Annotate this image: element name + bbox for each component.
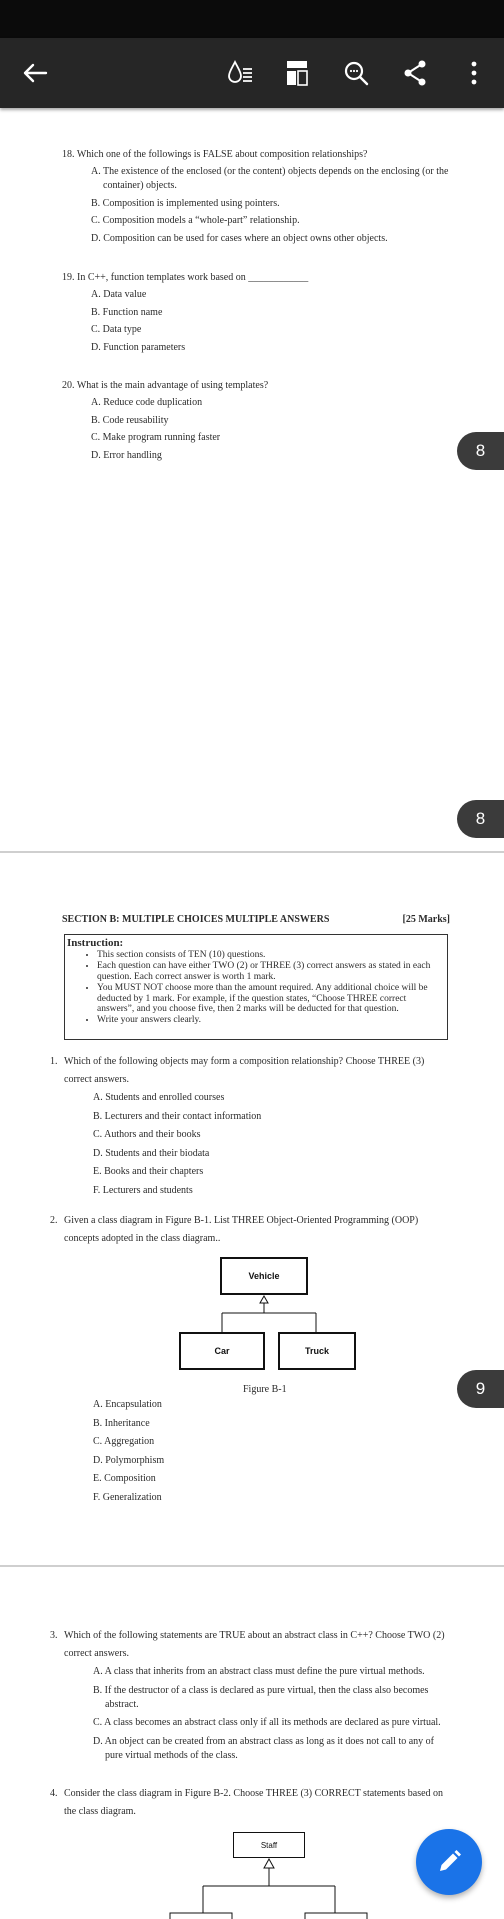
option: B. If the destructor of a class is declared as pure virtual, then the class also becomes abstract. [93, 1684, 429, 1710]
question-b2 [50, 1212, 452, 1247]
section-title: SECTION B: MULTIPLE CHOICES MULTIPLE ANSWERS [62, 914, 330, 925]
class-box-truck: Truck [278, 1332, 356, 1370]
option: A. Data value [91, 289, 147, 300]
option: B. Function name [91, 306, 163, 318]
option: B. Composition is implemented using pointers. [91, 197, 280, 209]
question-b3 [50, 1627, 452, 1767]
instruction-box [64, 934, 448, 1040]
question-stem: 20. What is the main advantage of using templates? [62, 380, 269, 391]
option: A. Students and enrolled courses [93, 1092, 225, 1103]
option: C. Aggregation [93, 1436, 155, 1448]
search-icon[interactable] [335, 52, 377, 94]
option: E. Composition [93, 1473, 156, 1485]
question-stem: 2. Given a class diagram in Figure B-1. List THREE Object-Oriented Programming (OOP) concepts adopted in the class diagram.. [50, 1215, 419, 1244]
option: C. A class becomes an abstract class only if all its methods are declared as pure virtual. [93, 1717, 441, 1729]
option: C. Authors and their books [93, 1129, 201, 1141]
inheritance-arrow [260, 1296, 268, 1303]
option: B. Inheritance [93, 1417, 150, 1429]
question-stem: 18. Which one of the followings is FALSE about composition relationships? [62, 149, 368, 160]
class-diagram-connectors [165, 1858, 375, 1919]
class-box [305, 1913, 367, 1919]
inheritance-arrow [264, 1859, 274, 1868]
top-toolbar [0, 38, 504, 108]
more-vertical-icon[interactable] [453, 52, 495, 94]
page-divider [0, 851, 504, 853]
page-divider [0, 1565, 504, 1567]
page-number-badge: 9 [457, 1370, 504, 1408]
option: D. Composition can be used for cases where an object owns other objects. [91, 233, 388, 245]
section-marks: [25 Marks] [402, 914, 450, 925]
option: C. Make program running faster [91, 432, 221, 444]
option: A. The existence of the enclosed (or the content) objects depends on the enclosing (or the container) objects. [91, 166, 449, 191]
option: D. Polymorphism [93, 1454, 165, 1466]
question-19 [62, 271, 454, 359]
figure-caption: Figure B-1 [243, 1384, 287, 1395]
instruction-item: • You MUST NOT choose more than the amount required. Any additional choice will be deducted by 1 mark. For example, if the question states, “Choose THREE correct answers”, and you choose five, then 2 marks will be deducted for that question. [97, 983, 447, 1014]
instruction-item: • Write your answers clearly. [97, 1015, 447, 1025]
question-20 [62, 379, 454, 467]
share-icon[interactable] [394, 52, 436, 94]
instruction-item: • Each question can have either TWO (2) or THREE (3) correct answers as stated in each question. Each correct answer is worth 1 mark. [97, 961, 447, 982]
class-box-car: Car [179, 1332, 265, 1370]
question-stem: 3. Which of the following statements are TRUE about an abstract class in C++? Choose TWO (2) correct answers. [50, 1630, 445, 1659]
question-stem: 4. Consider the class diagram in Figure B-2. Choose THREE (3) CORRECT statements based on the class diagram. [50, 1788, 444, 1817]
option: A. Encapsulation [93, 1399, 162, 1410]
instruction-item: • This section consists of TEN (10) questions. [97, 950, 447, 960]
edit-pencil-icon[interactable] [416, 1829, 482, 1895]
page-layout-icon[interactable] [276, 52, 318, 94]
option: A. Reduce code duplication [91, 397, 203, 408]
question-b2-options [64, 1398, 452, 1510]
page-number-badge: 8 [457, 800, 504, 838]
option: C. Composition models a “whole-part” relationship. [91, 215, 300, 227]
option: F. Generalization [93, 1491, 162, 1503]
option: D. Function parameters [91, 342, 186, 354]
option: D. Error handling [91, 450, 162, 462]
read-mode-icon[interactable] [219, 52, 261, 94]
back-arrow-icon[interactable] [14, 52, 56, 94]
question-stem: 1. Which of the following objects may form a composition relationship? Choose THREE (3) correct answers. [50, 1056, 425, 1085]
section-heading [62, 914, 450, 925]
question-stem: 19. In C++, function templates work based on ____________ [62, 272, 309, 283]
page-number-badge: 8 [457, 432, 504, 470]
option: F. Lecturers and students [93, 1184, 193, 1196]
class-box [170, 1913, 232, 1919]
instruction-title: Instruction: [67, 937, 124, 949]
question-18 [62, 148, 454, 250]
option: C. Data type [91, 324, 142, 336]
class-box-staff: Staff [233, 1832, 305, 1858]
option: A. A class that inherits from an abstract class must define the pure virtual methods. [93, 1666, 425, 1677]
status-bar [0, 0, 504, 38]
option: D. Students and their biodata [93, 1147, 210, 1159]
question-b4 [50, 1785, 452, 1820]
option: B. Code reusability [91, 414, 169, 426]
question-b1 [50, 1053, 452, 1203]
option: B. Lecturers and their contact information [93, 1110, 262, 1122]
option: D. An object can be created from an abstract class as long as it does not call to any of pure virtual methods of the class. [93, 1735, 434, 1761]
option: E. Books and their chapters [93, 1166, 204, 1178]
class-box-vehicle: Vehicle [220, 1257, 308, 1295]
